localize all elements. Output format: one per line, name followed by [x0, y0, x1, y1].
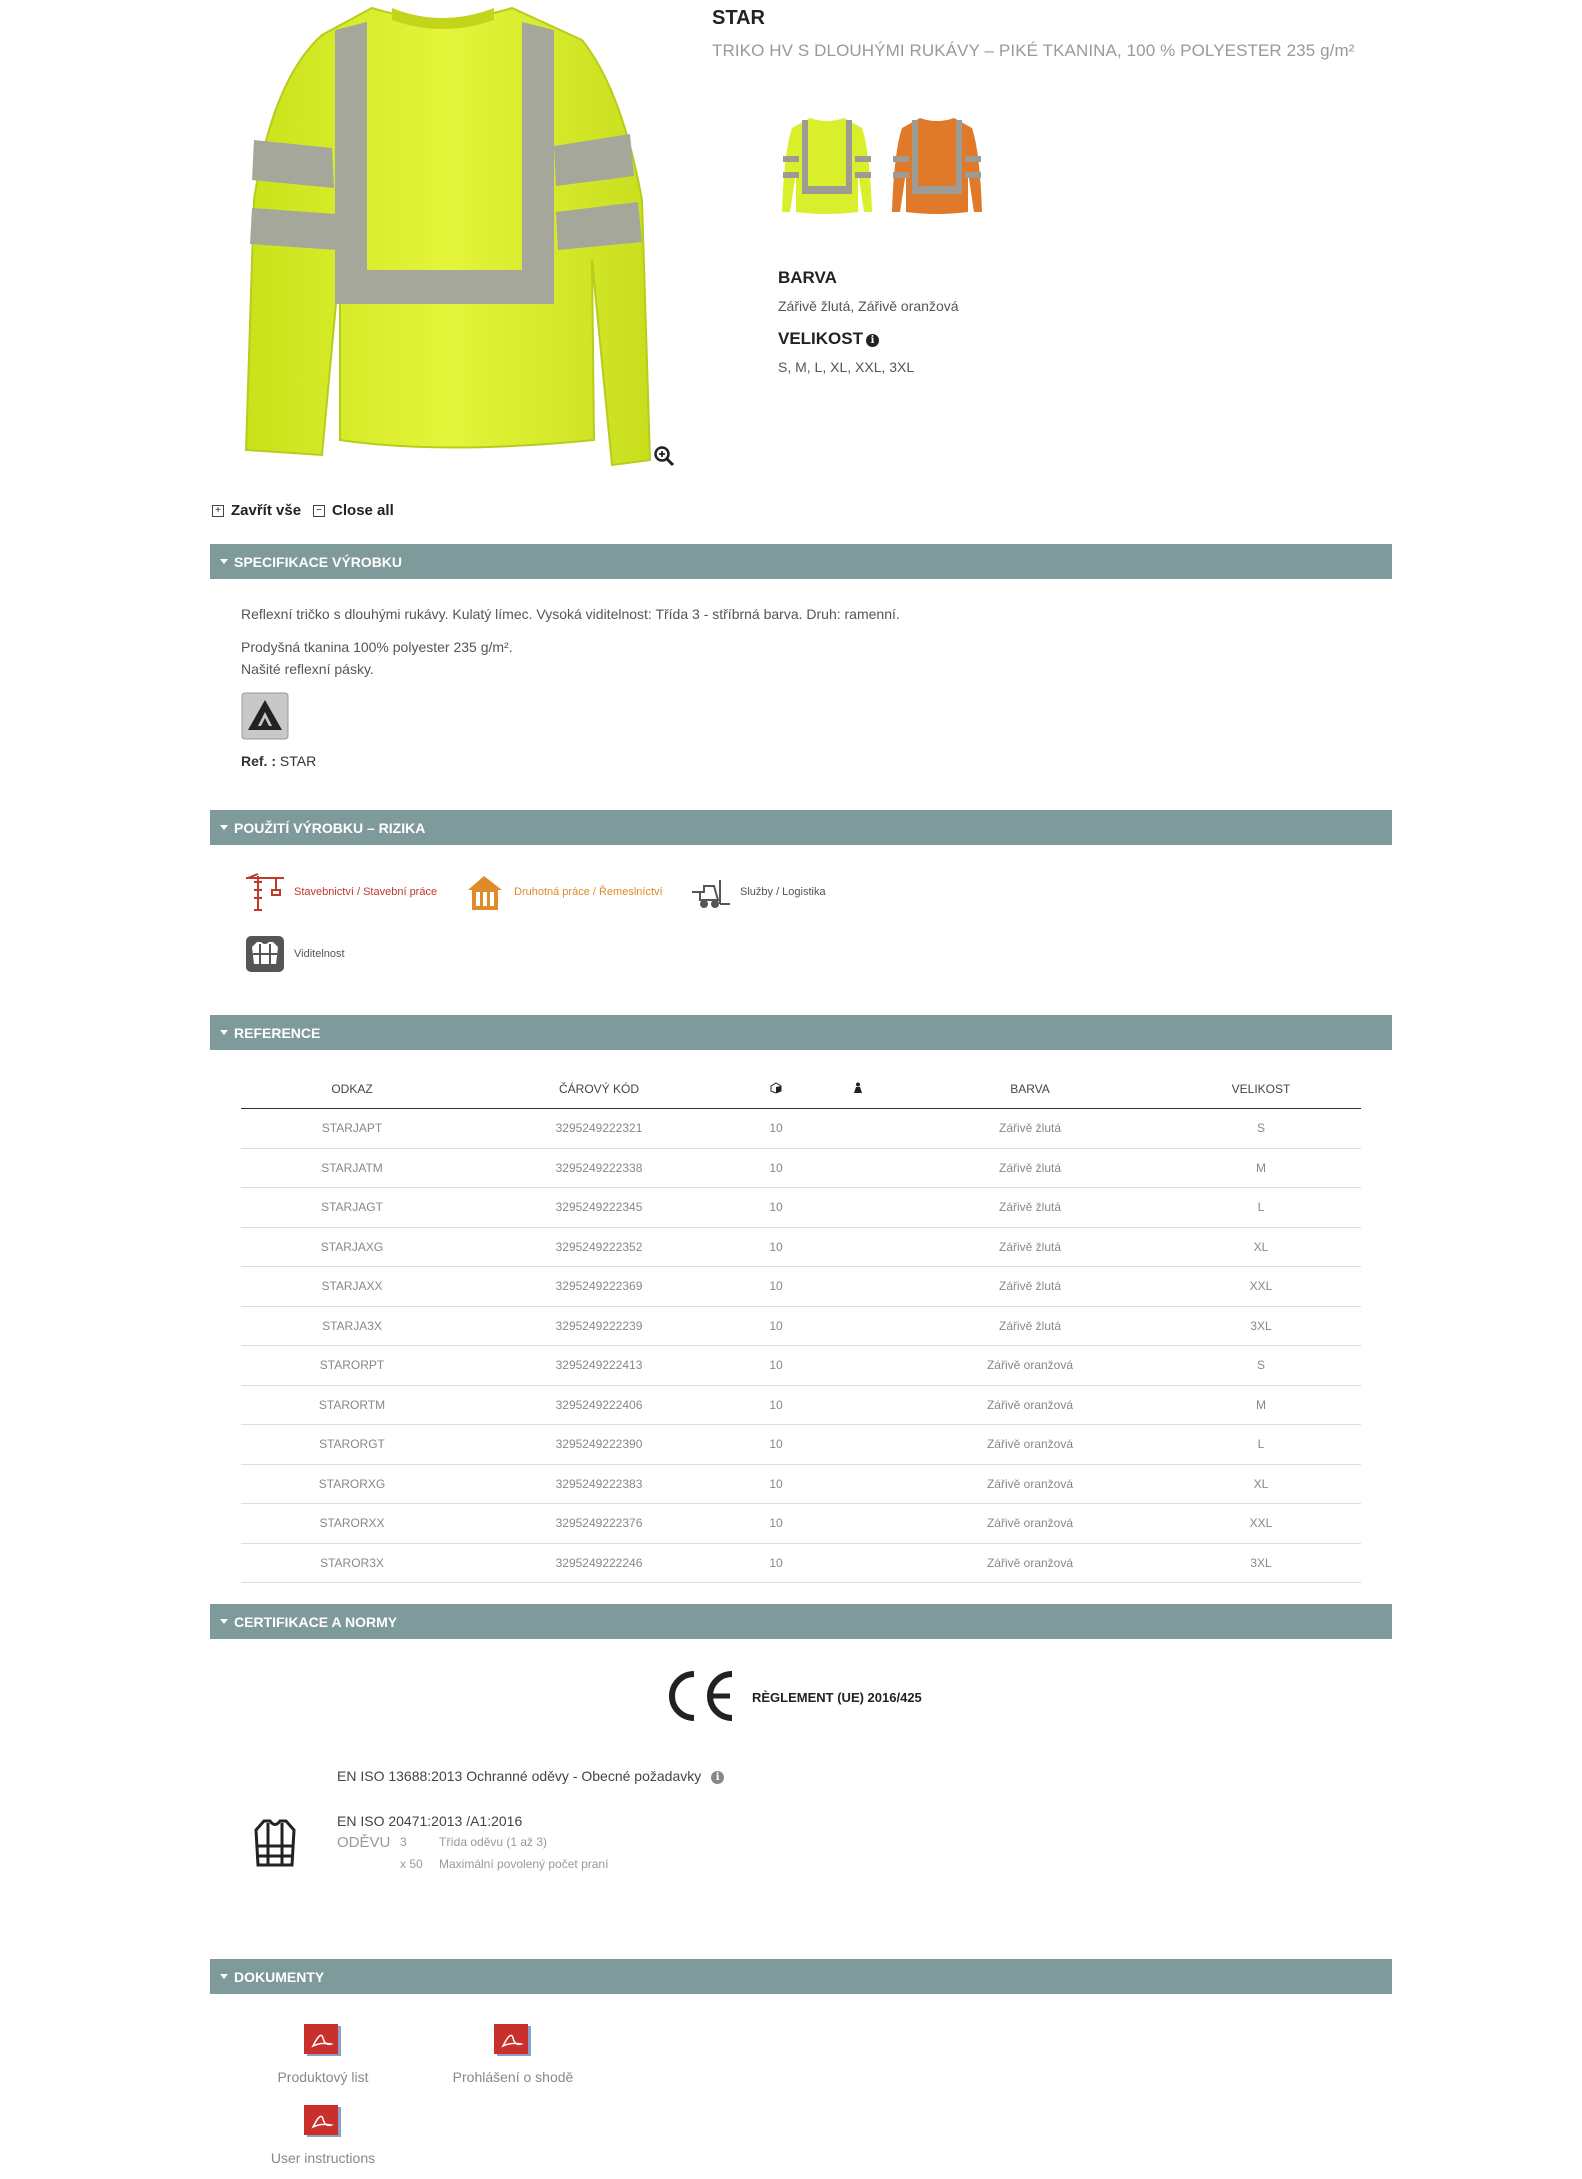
- table-row: [241, 1109, 1361, 1149]
- table-cell: L: [1161, 1188, 1361, 1228]
- usage-label-logistics: Služby / Logistika: [740, 886, 826, 898]
- doc-declaration[interactable]: Prohlášení o shodě: [413, 2024, 613, 2085]
- table-cell: 3295249222383: [463, 1464, 735, 1504]
- table-row: [241, 1464, 1361, 1504]
- table-cell: STAROR3X: [241, 1543, 463, 1583]
- table-cell: [817, 1504, 899, 1544]
- col-box-qty: [735, 1070, 817, 1109]
- table-cell: L: [1161, 1425, 1361, 1465]
- spec-line-2: Prodyšná tkanina 100% polyester 235 g/m².: [241, 639, 513, 655]
- table-cell: [817, 1227, 899, 1267]
- table-cell: [817, 1109, 899, 1149]
- table-cell: Zářivě žlutá: [899, 1267, 1161, 1307]
- table-cell: [817, 1543, 899, 1583]
- pdf-icon: [303, 2024, 343, 2058]
- wash-desc: Maximální povolený počet praní: [439, 1857, 609, 1871]
- table-row: [241, 1425, 1361, 1465]
- table-cell: STARJAGT: [241, 1188, 463, 1228]
- section-docs-header[interactable]: DOKUMENTY: [210, 1959, 1392, 1994]
- section-spec-header[interactable]: SPECIFIKACE VÝROBKU: [210, 544, 1392, 579]
- close-all-toggle[interactable]: − Close all: [313, 502, 394, 519]
- table-cell: 3295249222239: [463, 1306, 735, 1346]
- table-cell: 10: [735, 1543, 817, 1583]
- table-cell: 3XL: [1161, 1543, 1361, 1583]
- table-cell: 3295249222338: [463, 1148, 735, 1188]
- table-cell: S: [1161, 1109, 1361, 1149]
- table-cell: 3295249222376: [463, 1504, 735, 1544]
- expand-collapse-toggles: [212, 502, 398, 519]
- table-cell: 10: [735, 1464, 817, 1504]
- col-barcode: ČÁROVÝ KÓD: [463, 1070, 735, 1109]
- table-cell: STARJAXG: [241, 1227, 463, 1267]
- table-cell: 3295249222246: [463, 1543, 735, 1583]
- col-barva: BARVA: [899, 1070, 1161, 1109]
- table-cell: STARORPT: [241, 1346, 463, 1386]
- table-cell: STARORTM: [241, 1385, 463, 1425]
- wash-value: x 50: [400, 1857, 423, 1871]
- table-cell: 10: [735, 1425, 817, 1465]
- table-cell: XL: [1161, 1227, 1361, 1267]
- odevu-label: ODĚVU: [337, 1834, 391, 1851]
- color-swatch-yellow[interactable]: [780, 112, 874, 218]
- table-cell: 3295249222352: [463, 1227, 735, 1267]
- table-cell: M: [1161, 1148, 1361, 1188]
- table-cell: [817, 1188, 899, 1228]
- product-title: STAR: [712, 7, 765, 29]
- table-cell: [817, 1425, 899, 1465]
- table-row: [241, 1148, 1361, 1188]
- table-cell: [817, 1385, 899, 1425]
- box-icon: [769, 1082, 783, 1094]
- section-cert-header[interactable]: CERTIFIKACE A NORMY: [210, 1604, 1392, 1639]
- table-cell: STARJAPT: [241, 1109, 463, 1149]
- table-cell: STARORGT: [241, 1425, 463, 1465]
- table-cell: Zářivě žlutá: [899, 1227, 1161, 1267]
- deltaplus-logo-icon: [241, 692, 289, 740]
- caret-down-icon: [220, 1619, 228, 1624]
- table-row: [241, 1306, 1361, 1346]
- usage-label-craft: Druhotná práce / Řemeslníctví: [514, 886, 663, 898]
- plus-icon: +: [212, 505, 224, 517]
- zoom-icon[interactable]: [653, 445, 675, 467]
- usage-item-construction: [244, 872, 437, 912]
- table-cell: 10: [735, 1346, 817, 1386]
- table-cell: Zářivě oranžová: [899, 1425, 1161, 1465]
- norm-13688: EN ISO 13688:2013 Ochranné oděvy - Obecné požadavky i: [337, 1768, 724, 1784]
- info-icon[interactable]: i: [866, 334, 879, 347]
- caret-down-icon: [220, 559, 228, 564]
- product-subtitle: TRIKO HV S DLOUHÝMI RUKÁVY – PIKÉ TKANINA, 100 % POLYESTER 235 g/m²: [712, 41, 1355, 60]
- usage-item-visibility: [244, 934, 345, 974]
- table-cell: [817, 1148, 899, 1188]
- table-cell: 10: [735, 1504, 817, 1544]
- table-cell: 3295249222345: [463, 1188, 735, 1228]
- table-cell: XXL: [1161, 1267, 1361, 1307]
- doc-product-sheet[interactable]: Produktový list: [223, 2024, 423, 2085]
- usage-label-construction: Stavebnictví / Stavební práce: [294, 886, 438, 898]
- table-cell: STARJATM: [241, 1148, 463, 1188]
- table-cell: 10: [735, 1227, 817, 1267]
- table-cell: 3295249222390: [463, 1425, 735, 1465]
- reference-table: [241, 1070, 1361, 1583]
- table-cell: XXL: [1161, 1504, 1361, 1544]
- class-desc: Třída oděvu (1 až 3): [439, 1835, 548, 1849]
- pdf-icon: [303, 2105, 343, 2139]
- usage-item-logistics: [690, 872, 826, 912]
- table-cell: [817, 1306, 899, 1346]
- table-cell: Zářivě žlutá: [899, 1148, 1161, 1188]
- size-value: S, M, L, XL, XXL, 3XL: [778, 359, 915, 375]
- crane-icon: [244, 872, 286, 912]
- table-cell: [817, 1346, 899, 1386]
- table-cell: 3295249222406: [463, 1385, 735, 1425]
- table-cell: Zářivě oranžová: [899, 1464, 1161, 1504]
- pdf-icon: [493, 2024, 533, 2058]
- forklift-icon: [690, 872, 732, 912]
- col-velikost: VELIKOST: [1161, 1070, 1361, 1109]
- table-row: [241, 1188, 1361, 1228]
- class-value: 3: [400, 1835, 407, 1849]
- minus-icon: −: [313, 505, 325, 517]
- table-cell: STARJAXX: [241, 1267, 463, 1307]
- table-cell: Zářivě žlutá: [899, 1188, 1161, 1228]
- table-cell: 10: [735, 1109, 817, 1149]
- weight-icon: [852, 1082, 864, 1094]
- info-icon[interactable]: i: [711, 1771, 724, 1784]
- color-swatch-orange[interactable]: [890, 112, 984, 218]
- table-cell: XL: [1161, 1464, 1361, 1504]
- table-cell: Zářivě oranžová: [899, 1504, 1161, 1544]
- table-cell: STARJA3X: [241, 1306, 463, 1346]
- product-image: [232, 0, 652, 480]
- table-cell: 3295249222321: [463, 1109, 735, 1149]
- table-cell: 10: [735, 1188, 817, 1228]
- table-cell: 3295249222413: [463, 1346, 735, 1386]
- table-row: [241, 1385, 1361, 1425]
- col-weight: [817, 1070, 899, 1109]
- table-cell: M: [1161, 1385, 1361, 1425]
- caret-down-icon: [220, 1974, 228, 1979]
- ce-regulation: RÈGLEMENT (UE) 2016/425: [752, 1690, 922, 1705]
- table-cell: STARORXX: [241, 1504, 463, 1544]
- table-row: [241, 1504, 1361, 1544]
- doc-user-instructions[interactable]: User instructions: [223, 2105, 423, 2166]
- color-label: BARVA: [778, 268, 837, 287]
- table-cell: STARORXG: [241, 1464, 463, 1504]
- visibility-icon: [244, 934, 286, 974]
- table-cell: Zářivě oranžová: [899, 1385, 1161, 1425]
- table-cell: Zářivě žlutá: [899, 1109, 1161, 1149]
- table-cell: S: [1161, 1346, 1361, 1386]
- spec-line-1: Reflexní tričko s dlouhými rukávy. Kulatý límec. Vysoká viditelnost: Třída 3 - stříbrná barva. Druh: ramenní.: [241, 606, 900, 622]
- table-row: [241, 1267, 1361, 1307]
- norm-20471: EN ISO 20471:2013 /A1:2016: [337, 1813, 523, 1829]
- size-label: VELIKOST i: [778, 329, 879, 349]
- section-usage-header[interactable]: POUŽITÍ VÝROBKU – RIZIKA: [210, 810, 1392, 845]
- caret-down-icon: [220, 1030, 228, 1035]
- table-row: [241, 1543, 1361, 1583]
- table-cell: Zářivě oranžová: [899, 1346, 1161, 1386]
- col-odkaz: ODKAZ: [241, 1070, 463, 1109]
- table-cell: 10: [735, 1267, 817, 1307]
- caret-down-icon: [220, 825, 228, 830]
- table-cell: 3XL: [1161, 1306, 1361, 1346]
- table-cell: 10: [735, 1148, 817, 1188]
- table-cell: [817, 1267, 899, 1307]
- hi-vis-vest-icon: [254, 1818, 296, 1868]
- table-row: [241, 1346, 1361, 1386]
- section-reference-header[interactable]: REFERENCE: [210, 1015, 1392, 1050]
- table-cell: [817, 1464, 899, 1504]
- color-value: Zářivě žlutá, Zářivě oranžová: [778, 298, 959, 314]
- ce-mark-icon: [662, 1668, 738, 1724]
- reference-table-body: [241, 1109, 1361, 1583]
- ref-line: Ref. : STAR: [241, 753, 317, 769]
- table-cell: 10: [735, 1385, 817, 1425]
- spec-line-3: Našité reflexní pásky.: [241, 661, 374, 677]
- usage-item-craft: [464, 872, 663, 912]
- house-icon: [464, 872, 506, 912]
- table-row: [241, 1227, 1361, 1267]
- open-all-toggle[interactable]: + Zavřít vše: [212, 502, 301, 519]
- table-cell: 3295249222369: [463, 1267, 735, 1307]
- table-cell: 10: [735, 1306, 817, 1346]
- usage-label-visibility: Viditelnost: [294, 948, 345, 960]
- table-cell: Zářivě oranžová: [899, 1543, 1161, 1583]
- table-cell: Zářivě žlutá: [899, 1306, 1161, 1346]
